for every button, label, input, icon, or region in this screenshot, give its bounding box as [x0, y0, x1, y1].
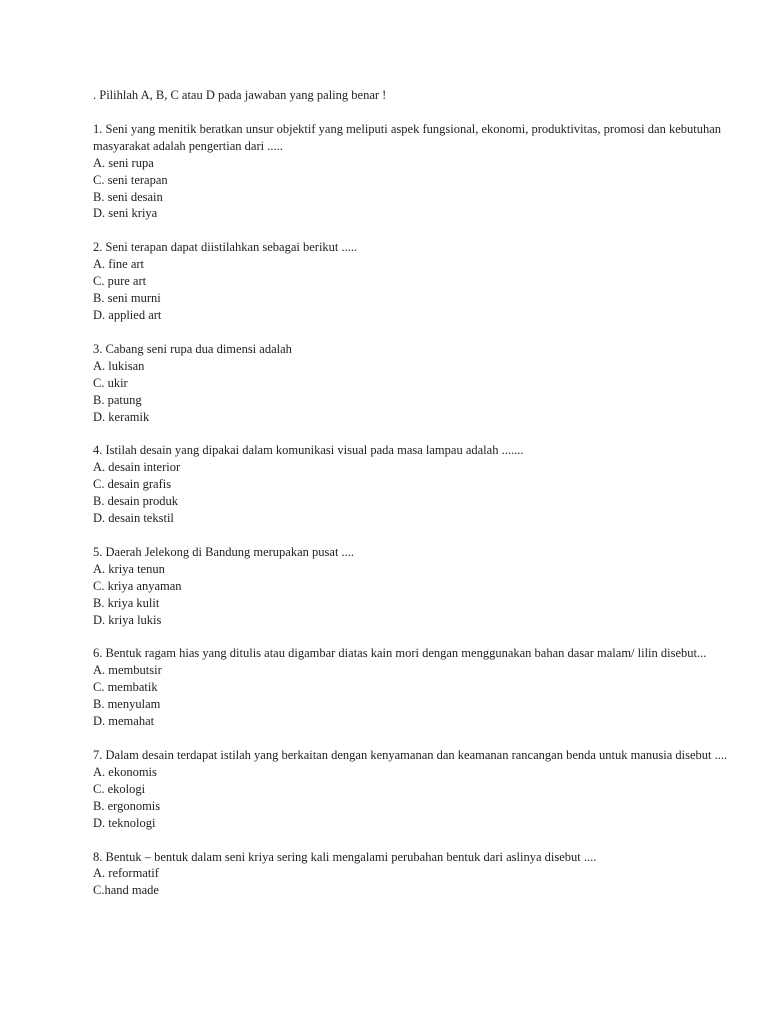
question-6 [93, 645, 753, 730]
question-1 [93, 121, 753, 222]
question-2-option-c: C. pure art [93, 274, 147, 289]
question-3-text: 3. Cabang seni rupa dua dimensi adalah [93, 341, 292, 356]
question-7-text: 7. Dalam desain terdapat istilah yang berkaitan dengan kenyamanan dan keamanan rancangan benda untuk manusia disebut .... [93, 748, 728, 762]
question-5-option-c: C. kriya anyaman [93, 578, 182, 593]
question-3-option-c: C. ukir [93, 375, 128, 390]
question-8 [93, 849, 753, 900]
question-6-option-b: B. menyulam [93, 697, 161, 712]
question-3 [93, 341, 753, 426]
question-5-text: 5. Daerah Jelekong di Bandung merupakan pusat .... [93, 544, 355, 559]
question-6-text: 6. Bentuk ragam hias yang ditulis atau digambar diatas kain mori dengan menggunakan bahan dasar malam/ lilin disebut... [93, 646, 707, 661]
question-6-option-c: C. membatik [93, 680, 158, 695]
question-4-option-b: B. desain produk [93, 494, 179, 509]
question-8-text: 8. Bentuk – bentuk dalam seni kriya sering kali mengalami perubahan bentuk dari aslinya disebut .... [93, 849, 597, 864]
question-7-option-a: A. ekonomis [93, 764, 157, 779]
question-8-option-a: A. reformatif [93, 866, 159, 881]
question-1-option-b: B. seni desain [93, 189, 163, 204]
question-7-option-c: C. ekologi [93, 781, 146, 796]
question-5-option-a: A. kriya tenun [93, 561, 165, 576]
question-6-option-a: A. membutsir [93, 663, 162, 678]
question-2-text: 2. Seni terapan dapat diistilahkan sebagai berikut ..... [93, 240, 358, 255]
question-4-text: 4. Istilah desain yang dipakai dalam komunikasi visual pada masa lampau adalah ....... [93, 443, 524, 458]
question-2 [93, 239, 753, 324]
instruction-text: . Pilihlah A, B, C atau D pada jawaban yang paling benar ! [93, 88, 387, 102]
question-2-option-d: D. applied art [93, 307, 162, 322]
question-6-option-d: D. memahat [93, 714, 155, 729]
question-4-option-d: D. desain tekstil [93, 511, 174, 526]
question-7-option-b: B. ergonomis [93, 798, 161, 813]
question-5 [93, 544, 753, 629]
question-4-option-c: C. desain grafis [93, 477, 172, 492]
question-3-option-a: A. lukisan [93, 358, 145, 373]
question-5-option-d: D. kriya lukis [93, 612, 162, 627]
question-5-option-b: B. kriya kulit [93, 595, 160, 610]
question-4-option-a: A. desain interior [93, 460, 181, 475]
question-7-option-d: D. teknologi [93, 815, 156, 830]
question-8-option-c: C.hand made [93, 883, 159, 898]
question-3-option-d: D. keramik [93, 409, 150, 424]
question-1-text: 1. Seni yang menitik beratkan unsur objektif yang meliputi aspek fungsional, ekonomi, produktivitas, promosi dan kebutuhan masyarakat adalah pengertian dari ..... [93, 121, 722, 153]
question-1-option-a: A. seni rupa [93, 155, 154, 170]
question-1-option-d: D. seni kriya [93, 206, 158, 221]
question-4 [93, 442, 753, 527]
question-3-option-b: B. patung [93, 392, 142, 407]
question-2-option-b: B. seni murni [93, 291, 161, 306]
question-1-option-c: C. seni terapan [93, 172, 168, 187]
worksheet-page [93, 87, 753, 916]
question-7 [93, 747, 753, 832]
question-2-option-a: A. fine art [93, 257, 145, 272]
